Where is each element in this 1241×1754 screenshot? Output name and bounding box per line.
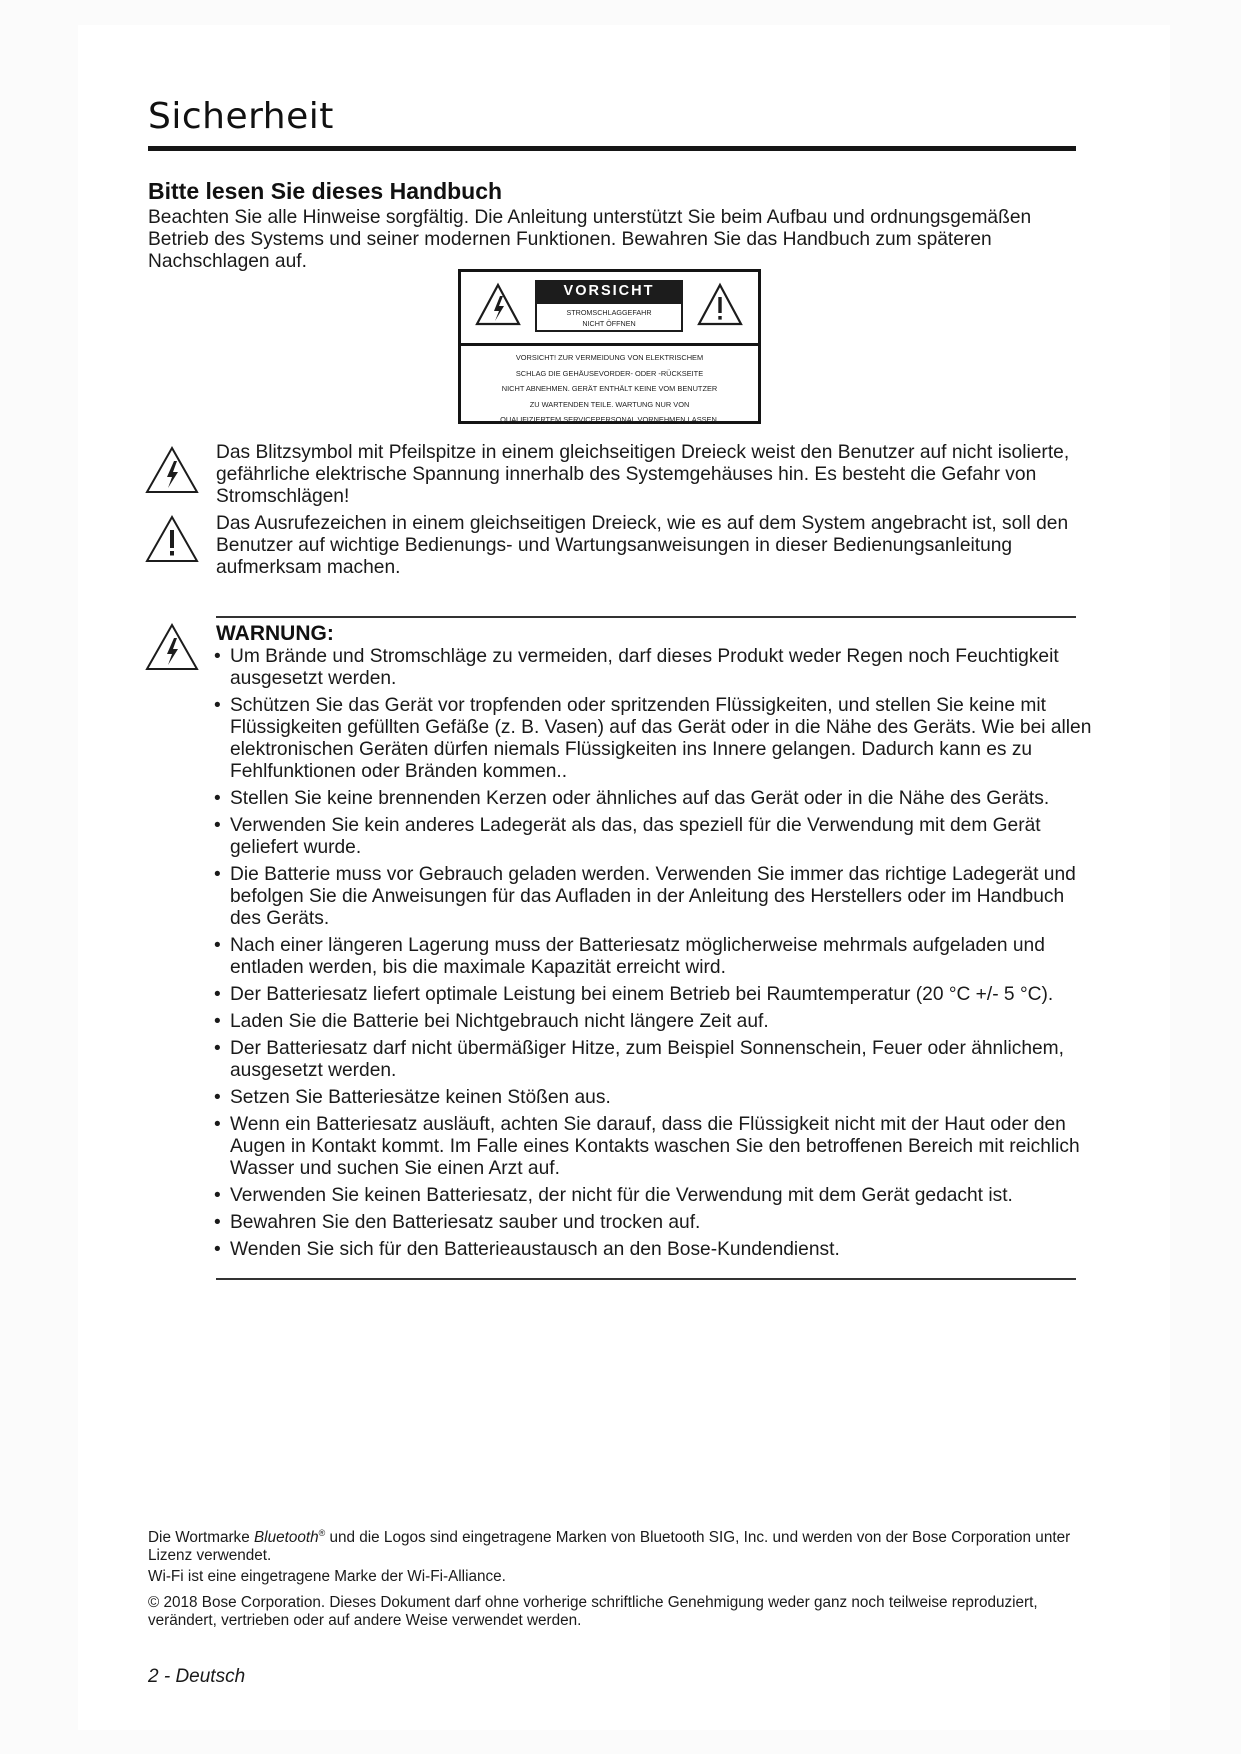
caution-text-line: ZU WARTENDEN TEILE. WARTUNG NUR VON <box>529 399 690 409</box>
bt-registered: ® <box>318 1528 326 1538</box>
caution-label-header <box>461 272 758 346</box>
intro-paragraph: Beachten Sie alle Hinweise sorgfältig. Die Anleitung unterstützt Sie beim Aufbau und ordnungsgemäßen Betrieb des Systems und seiner modernen Funktionen. Bewahren Sie das Handbuch zum späteren Nachschlagen auf. <box>148 207 1032 272</box>
lightning-symbol-description: Das Blitzsymbol mit Pfeilspitze in einem gleichseitigen Dreieck weist den Benutzer auf nicht isolierte, gefährliche elektrische Spannung innerhalb des Systemgehäuses hin. Es besteht die Gefahr von Stromschlägen! <box>216 442 1070 507</box>
warning-lightning-icon <box>145 622 199 672</box>
warning-item: • Setzen Sie Batteriesätze keinen Stößen aus. <box>214 1087 1094 1109</box>
page-number: 2 - Deutsch <box>148 1666 246 1687</box>
exclamation-warning-icon <box>697 282 743 328</box>
warning-item: • Schützen Sie das Gerät vor tropfenden oder spritzenden Flüssigkeiten, und stellen Sie keine mit Flüssigkeiten gefüllten Gefäße (z. B. Vasen) auf das Gerät oder in die Nähe des Geräts. Wie bei allen elektronischen Geräten dürfen niemals Flüssigkeiten ins Innere gelangen. Dadurch kann es zu Fehlfunktionen oder Bränden kommen.. <box>214 695 1094 783</box>
section-heading: Bitte lesen Sie dieses Handbuch <box>148 178 503 204</box>
warning-item: • Wenden Sie sich für den Batterieaustausch an den Bose-Kundendienst. <box>214 1239 1094 1261</box>
warning-item: • Um Brände und Stromschläge zu vermeiden, darf dieses Produkt weder Regen noch Feuchtigkeit ausgesetzt werden. <box>214 646 1094 690</box>
exclamation-symbol-icon <box>145 514 199 564</box>
lightning-symbol-icon <box>145 445 199 495</box>
bluetooth-trademark-note <box>148 1524 1078 1565</box>
bt-suffix: und die Logos sind eingetragene Marken von Bluetooth SIG, Inc. und werden von der Bose Corporation unter Lizenz verwendet. <box>148 1529 1071 1565</box>
bt-prefix: Die Wortmarke <box>148 1529 250 1547</box>
copyright-note: © 2018 Bose Corporation. Dieses Dokument darf ohne vorherige schriftliche Genehmigung weder ganz noch teilweise reproduziert, verändert, vertrieben oder auf andere Weise verwendet werden. <box>148 1594 1038 1629</box>
exclamation-symbol-description: Das Ausrufezeichen in einem gleichseitigen Dreieck, wie es auf dem System angebracht ist, soll den Benutzer auf wichtige Bedienungs- und Wartungsanweisungen in dieser Bedienungsanleitung aufmerksam machen. <box>216 513 1069 578</box>
title-divider <box>148 146 1076 151</box>
caution-text-line: VORSICHT! ZUR VERMEIDUNG VON ELEKTRISCHEM <box>515 353 704 362</box>
page-title: Sicherheit <box>148 96 334 137</box>
warning-item: • Laden Sie die Batterie bei Nichtgebrauch nicht längere Zeit auf. <box>214 1011 1094 1033</box>
caution-text-line: NICHT ABNEHMEN. GERÄT ENTHÄLT KEINE VOM BENUTZER <box>501 384 718 393</box>
caution-label <box>458 269 761 424</box>
warning-item: • Verwenden Sie kein anderes Ladegerät als das, das speziell für die Verwendung mit dem Gerät geliefert wurde. <box>214 815 1094 859</box>
bt-brand: Bluetooth <box>253 1529 319 1547</box>
warning-item: • Der Batteriesatz darf nicht übermäßiger Hitze, zum Beispiel Sonnenschein, Feuer oder ähnlichem, ausgesetzt werden. <box>214 1038 1094 1082</box>
warning-title: WARNUNG: <box>216 622 334 645</box>
caution-label-text <box>465 350 754 428</box>
warning-item: • Verwenden Sie keinen Batteriesatz, der nicht für die Verwendung mit dem Gerät gedacht ist. <box>214 1185 1094 1207</box>
warning-item: • Stellen Sie keine brennenden Kerzen oder ähnliches auf das Gerät oder in die Nähe des Geräts. <box>214 788 1094 810</box>
warning-item: • Wenn ein Batteriesatz ausläuft, achten Sie darauf, dass die Flüssigkeit nicht mit der Haut oder den Augen in Kontakt kommt. Im Falle eines Kontakts waschen Sie den betroffenen Bereich mit reichlich Wasser und suchen Sie einen Arzt auf. <box>214 1114 1094 1180</box>
lightning-warning-icon <box>475 282 521 328</box>
warning-divider-top <box>216 616 1076 618</box>
warning-item: • Die Batterie muss vor Gebrauch geladen werden. Verwenden Sie immer das richtige Ladegerät und befolgen Sie die Anweisungen für das Aufladen in der Anleitung des Herstellers oder im Handbuch des Geräts. <box>214 864 1094 930</box>
wifi-trademark-note: Wi-Fi ist eine eingetragene Marke der Wi-Fi-Alliance. <box>148 1568 506 1585</box>
caution-text-line: QUALIFIZIERTEM SERVICEPERSONAL VORNEHMEN LASSEN. <box>500 415 719 424</box>
warning-item: • Nach einer längeren Lagerung muss der Batteriesatz möglicherweise mehrmals aufgeladen und entladen werden, bis die maximale Kapazität erreicht wird. <box>214 935 1094 979</box>
warning-item: • Der Batteriesatz liefert optimale Leistung bei einem Betrieb bei Raumtemperatur (20 °C +/- 5 °C). <box>214 984 1094 1006</box>
caution-label-heading: VORSICHT <box>535 280 683 302</box>
caution-text-line: SCHLAG DIE GEHÄUSEVORDER- ODER -RÜCKSEITE <box>515 368 704 378</box>
warning-item: • Bewahren Sie den Batteriesatz sauber und trocken auf. <box>214 1212 1094 1234</box>
caution-sub-line: STROMSCHLAGGEFAHR <box>566 308 652 317</box>
warning-list <box>214 646 1094 1266</box>
caution-label-subtext <box>535 302 683 332</box>
warning-divider-bottom <box>216 1278 1076 1280</box>
caution-sub-line: NICHT ÖFFNEN <box>582 319 636 328</box>
